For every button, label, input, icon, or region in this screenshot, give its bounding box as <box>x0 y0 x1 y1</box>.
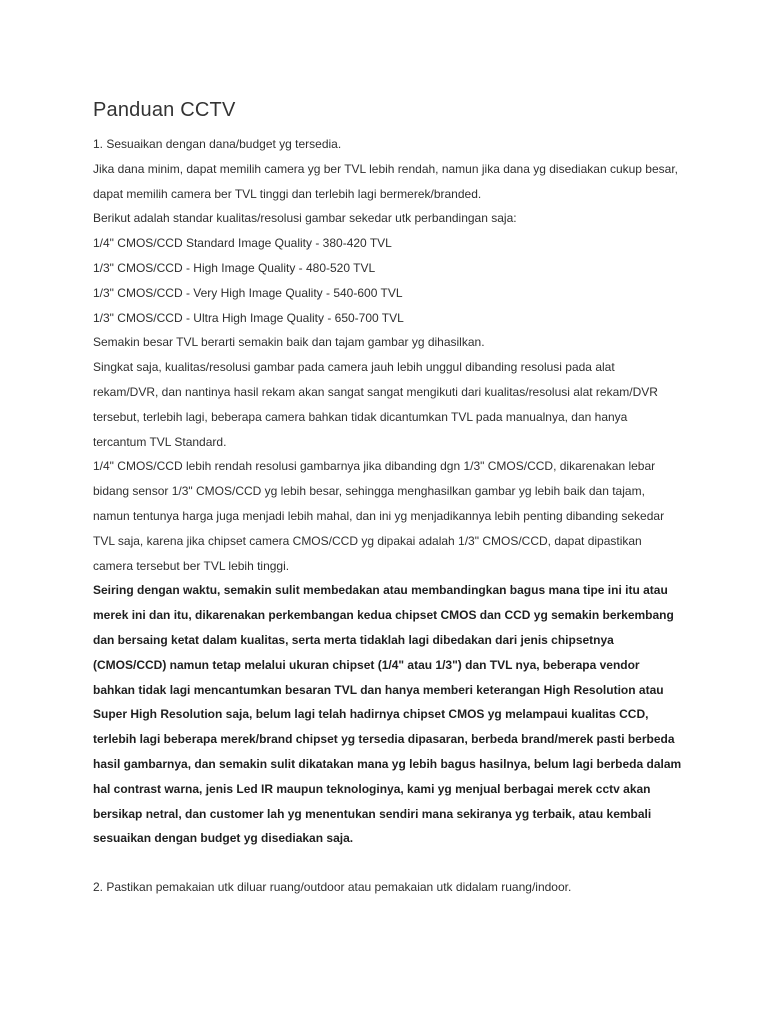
paragraph-budget: 1. Sesuaikan dengan dana/budget yg tersedia. <box>93 137 342 151</box>
paragraph-sensor: 1/4" CMOS/CCD lebih rendah resolusi gambarnya jika dibanding dgn 1/3" CMOS/CCD, dikarenakan lebar bidang sensor 1/3" CMOS/CCD yg lebih besar, sehingga menghasilkan gambar yg lebih baik dan tajam, namun tentunya harga juga menjadi lebih mahal, dan ini yg menjadikannya lebih penting dibanding sekedar TVL saja, karena jika chipset camera CMOS/CCD yg dipakai adalah 1/3" CMOS/CCD, dapat dipastikan camera tersebut ber TVL lebih tinggi. <box>93 459 665 573</box>
spec-line-standard: 1/4" CMOS/CCD Standard Image Quality - 380-420 TVL <box>93 236 392 251</box>
paragraph-bold-note: Seiring dengan waktu, semakin sulit membedakan atau membandingkan bagus mana tipe ini itu atau merek ini dan itu, dikarenakan perkembangan kedua chipset CMOS dan CCD yg semakin berkembang dan bersaing ketat dalam kualitas, serta merta tidaklah lagi dibedakan dari jenis chipsetnya (CMOS/CCD) namun tetap melalui ukuran chipset (1/4" atau 1/3") dan TVL nya, beberapa vendor bahkan tidak lagi mencantumkan besaran TVL dan hanya memberi keterangan High Resolution atau Super High Resolution saja, belum lagi telah hadirnya chipset CMOS yg melampaui kualitas CCD, terlebih lagi beberapa merek/brand chipset yg tersedia dipasaran, berbeda brand/merek pasti berbeda hasil gambarnya, dan semakin sulit dikatakan mana yg lebih bagus hasilnya, belum lagi berbeda dalam hal contrast warna, jenis Led IR maupun teknologinya, kami yg menjual berbagai merek cctv akan bersikap netral, dan customer lah yg menentukan sendiri mana sekiranya yg terbaik, atau kembali sesuaikan dengan budget yg disediakan saja. <box>93 583 682 846</box>
paragraph-dana: Jika dana minim, dapat memilih camera yg ber TVL lebih rendah, namun jika dana yg disediakan cukup besar, dapat memilih camera ber TVL tinggi dan terlebih lagi bermerek/branded. <box>93 161 678 201</box>
paragraph-section-2: 2. Pastikan pemakaian utk diluar ruang/outdoor atau pemakaian utk didalam ruang/indoor. <box>93 880 572 895</box>
paragraph-dvr: Singkat saja, kualitas/resolusi gambar pada camera jauh lebih unggul dibanding resolusi pada alat rekam/DVR, dan nantinya hasil rekam akan sangat sangat mengikuti dari kualitas/resolusi alat rekam/DVR tersebut, terlebih lagi, beberapa camera bahkan tidak dicantumkan TVL pada manualnya, dan hanya tercantum TVL Standard. <box>93 360 658 449</box>
document-title: Panduan CCTV <box>93 99 236 121</box>
spec-line-very-high: 1/3" CMOS/CCD - Very High Image Quality - 540-600 TVL <box>93 285 403 300</box>
paragraph-standar: Berikut adalah standar kualitas/resolusi gambar sekedar utk perbandingan saja: <box>93 211 517 226</box>
spacer <box>93 851 683 875</box>
spec-line-ultra-high: 1/3" CMOS/CCD - Ultra High Image Quality - 650-700 TVL <box>93 310 404 325</box>
spec-line-high: 1/3" CMOS/CCD - High Image Quality - 480-520 TVL <box>93 260 376 275</box>
document-page <box>93 96 683 900</box>
paragraph-tvl: Semakin besar TVL berarti semakin baik dan tajam gambar yg dihasilkan. <box>93 335 485 350</box>
